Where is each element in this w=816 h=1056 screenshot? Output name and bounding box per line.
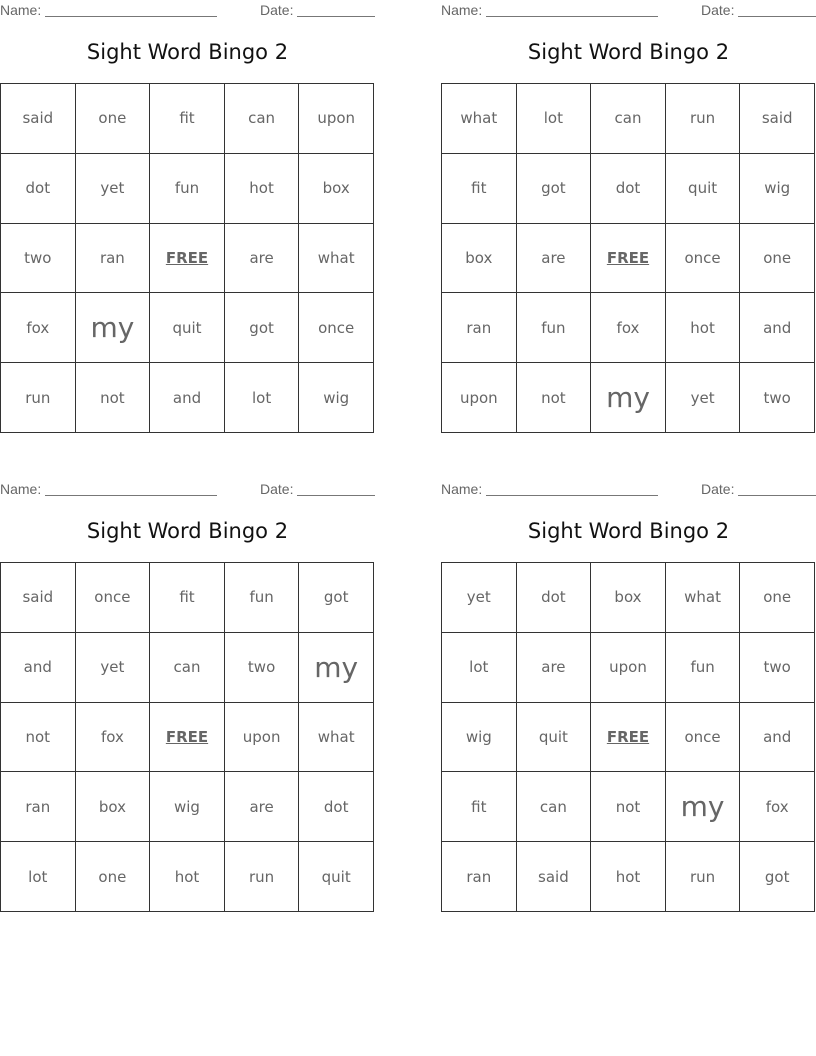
bingo-cell: fox [76,703,151,773]
bingo-cell: my [76,293,151,363]
bingo-cell: quit [150,293,225,363]
bingo-cell: once [76,563,151,633]
bingo-cell: lot [1,842,76,912]
bingo-cell: not [1,703,76,773]
bingo-cell: can [225,84,300,154]
bingo-grid [0,83,374,433]
bingo-cell: upon [225,703,300,773]
date-label: Date: [701,2,735,18]
bingo-cell: upon [591,633,666,703]
bingo-cell: not [591,772,666,842]
bingo-cell: dot [1,154,76,224]
free-space-cell: FREE [150,703,225,773]
bingo-cell: fit [442,154,517,224]
bingo-cell: hot [591,842,666,912]
bingo-cell: can [591,84,666,154]
bingo-cell: upon [299,84,374,154]
bingo-cell: my [666,772,741,842]
bingo-cell: yet [76,154,151,224]
bingo-cell: said [740,84,815,154]
bingo-cell: quit [299,842,374,912]
bingo-cell: dot [299,772,374,842]
bingo-cell: are [225,772,300,842]
bingo-cell: box [76,772,151,842]
name-date-row [0,481,375,497]
name-label: Name: [441,481,483,497]
bingo-cell: box [299,154,374,224]
bingo-cell: are [517,224,592,294]
bingo-cell: once [666,703,741,773]
bingo-cell: once [299,293,374,363]
bingo-cell: what [299,224,374,294]
bingo-cell: lot [442,633,517,703]
bingo-cell: box [442,224,517,294]
name-label: Name: [0,481,42,497]
bingo-cell: what [666,563,741,633]
bingo-cell: run [666,842,741,912]
bingo-grid [441,562,815,912]
bingo-cell: wig [150,772,225,842]
date-line [738,16,816,17]
bingo-cell: lot [225,363,300,433]
date-label: Date: [260,2,294,18]
bingo-cell: fit [442,772,517,842]
name-line [45,16,217,17]
date-label: Date: [260,481,294,497]
bingo-grid [0,562,374,912]
bingo-cell: said [1,84,76,154]
bingo-cell: once [666,224,741,294]
bingo-cell: lot [517,84,592,154]
bingo-cell: two [740,633,815,703]
card-title: Sight Word Bingo 2 [527,40,730,64]
bingo-cell: fox [1,293,76,363]
date-label: Date: [701,481,735,497]
bingo-card-3 [0,479,375,919]
name-line [486,16,658,17]
bingo-cell: and [1,633,76,703]
name-label: Name: [0,2,42,18]
bingo-cell: quit [517,703,592,773]
bingo-cell: fun [225,563,300,633]
bingo-cell: yet [666,363,741,433]
bingo-cell: ran [442,842,517,912]
free-space-cell: FREE [591,703,666,773]
bingo-cell: wig [740,154,815,224]
bingo-cell: one [76,842,151,912]
bingo-cell: fox [591,293,666,363]
name-date-row [441,2,816,18]
card-title: Sight Word Bingo 2 [86,40,289,64]
bingo-cell: ran [442,293,517,363]
bingo-cell: run [225,842,300,912]
bingo-cell: my [591,363,666,433]
bingo-grid [441,83,815,433]
bingo-cell: fun [666,633,741,703]
bingo-cell: not [76,363,151,433]
free-space-cell: FREE [150,224,225,294]
bingo-cell: got [225,293,300,363]
bingo-cell: hot [666,293,741,363]
bingo-cell: wig [299,363,374,433]
bingo-cell: fit [150,84,225,154]
bingo-cell: two [1,224,76,294]
bingo-cell: fun [517,293,592,363]
bingo-cell: quit [666,154,741,224]
bingo-cell: yet [76,633,151,703]
bingo-cell: hot [225,154,300,224]
bingo-cell: and [150,363,225,433]
bingo-cell: are [517,633,592,703]
bingo-cell: run [1,363,76,433]
bingo-cell: are [225,224,300,294]
bingo-cell: not [517,363,592,433]
free-space-cell: FREE [591,224,666,294]
bingo-cell: dot [591,154,666,224]
name-date-row [0,2,375,18]
bingo-cell: yet [442,563,517,633]
bingo-cell: said [1,563,76,633]
bingo-cell: can [517,772,592,842]
bingo-cell: my [299,633,374,703]
bingo-cell: can [150,633,225,703]
name-label: Name: [441,2,483,18]
bingo-cell: got [299,563,374,633]
card-title: Sight Word Bingo 2 [86,519,289,543]
bingo-cell: fun [150,154,225,224]
date-line [297,16,375,17]
bingo-cell: and [740,293,815,363]
bingo-cell: run [666,84,741,154]
bingo-cell: got [517,154,592,224]
bingo-card-2 [441,0,816,440]
card-title: Sight Word Bingo 2 [527,519,730,543]
bingo-cell: what [442,84,517,154]
bingo-cell: and [740,703,815,773]
bingo-cell: got [740,842,815,912]
bingo-cell: one [740,563,815,633]
bingo-cell: fit [150,563,225,633]
bingo-cell: one [76,84,151,154]
name-line [486,495,658,496]
bingo-cell: fox [740,772,815,842]
bingo-cell: upon [442,363,517,433]
name-date-row [441,481,816,497]
bingo-cell: one [740,224,815,294]
bingo-cell: box [591,563,666,633]
bingo-cell: two [740,363,815,433]
bingo-card-4 [441,479,816,919]
bingo-cell: ran [76,224,151,294]
date-line [738,495,816,496]
bingo-cell: hot [150,842,225,912]
bingo-cell: dot [517,563,592,633]
bingo-card-1 [0,0,375,440]
bingo-cell: said [517,842,592,912]
date-line [297,495,375,496]
bingo-cell: ran [1,772,76,842]
bingo-cell: wig [442,703,517,773]
bingo-cell: two [225,633,300,703]
name-line [45,495,217,496]
bingo-cell: what [299,703,374,773]
